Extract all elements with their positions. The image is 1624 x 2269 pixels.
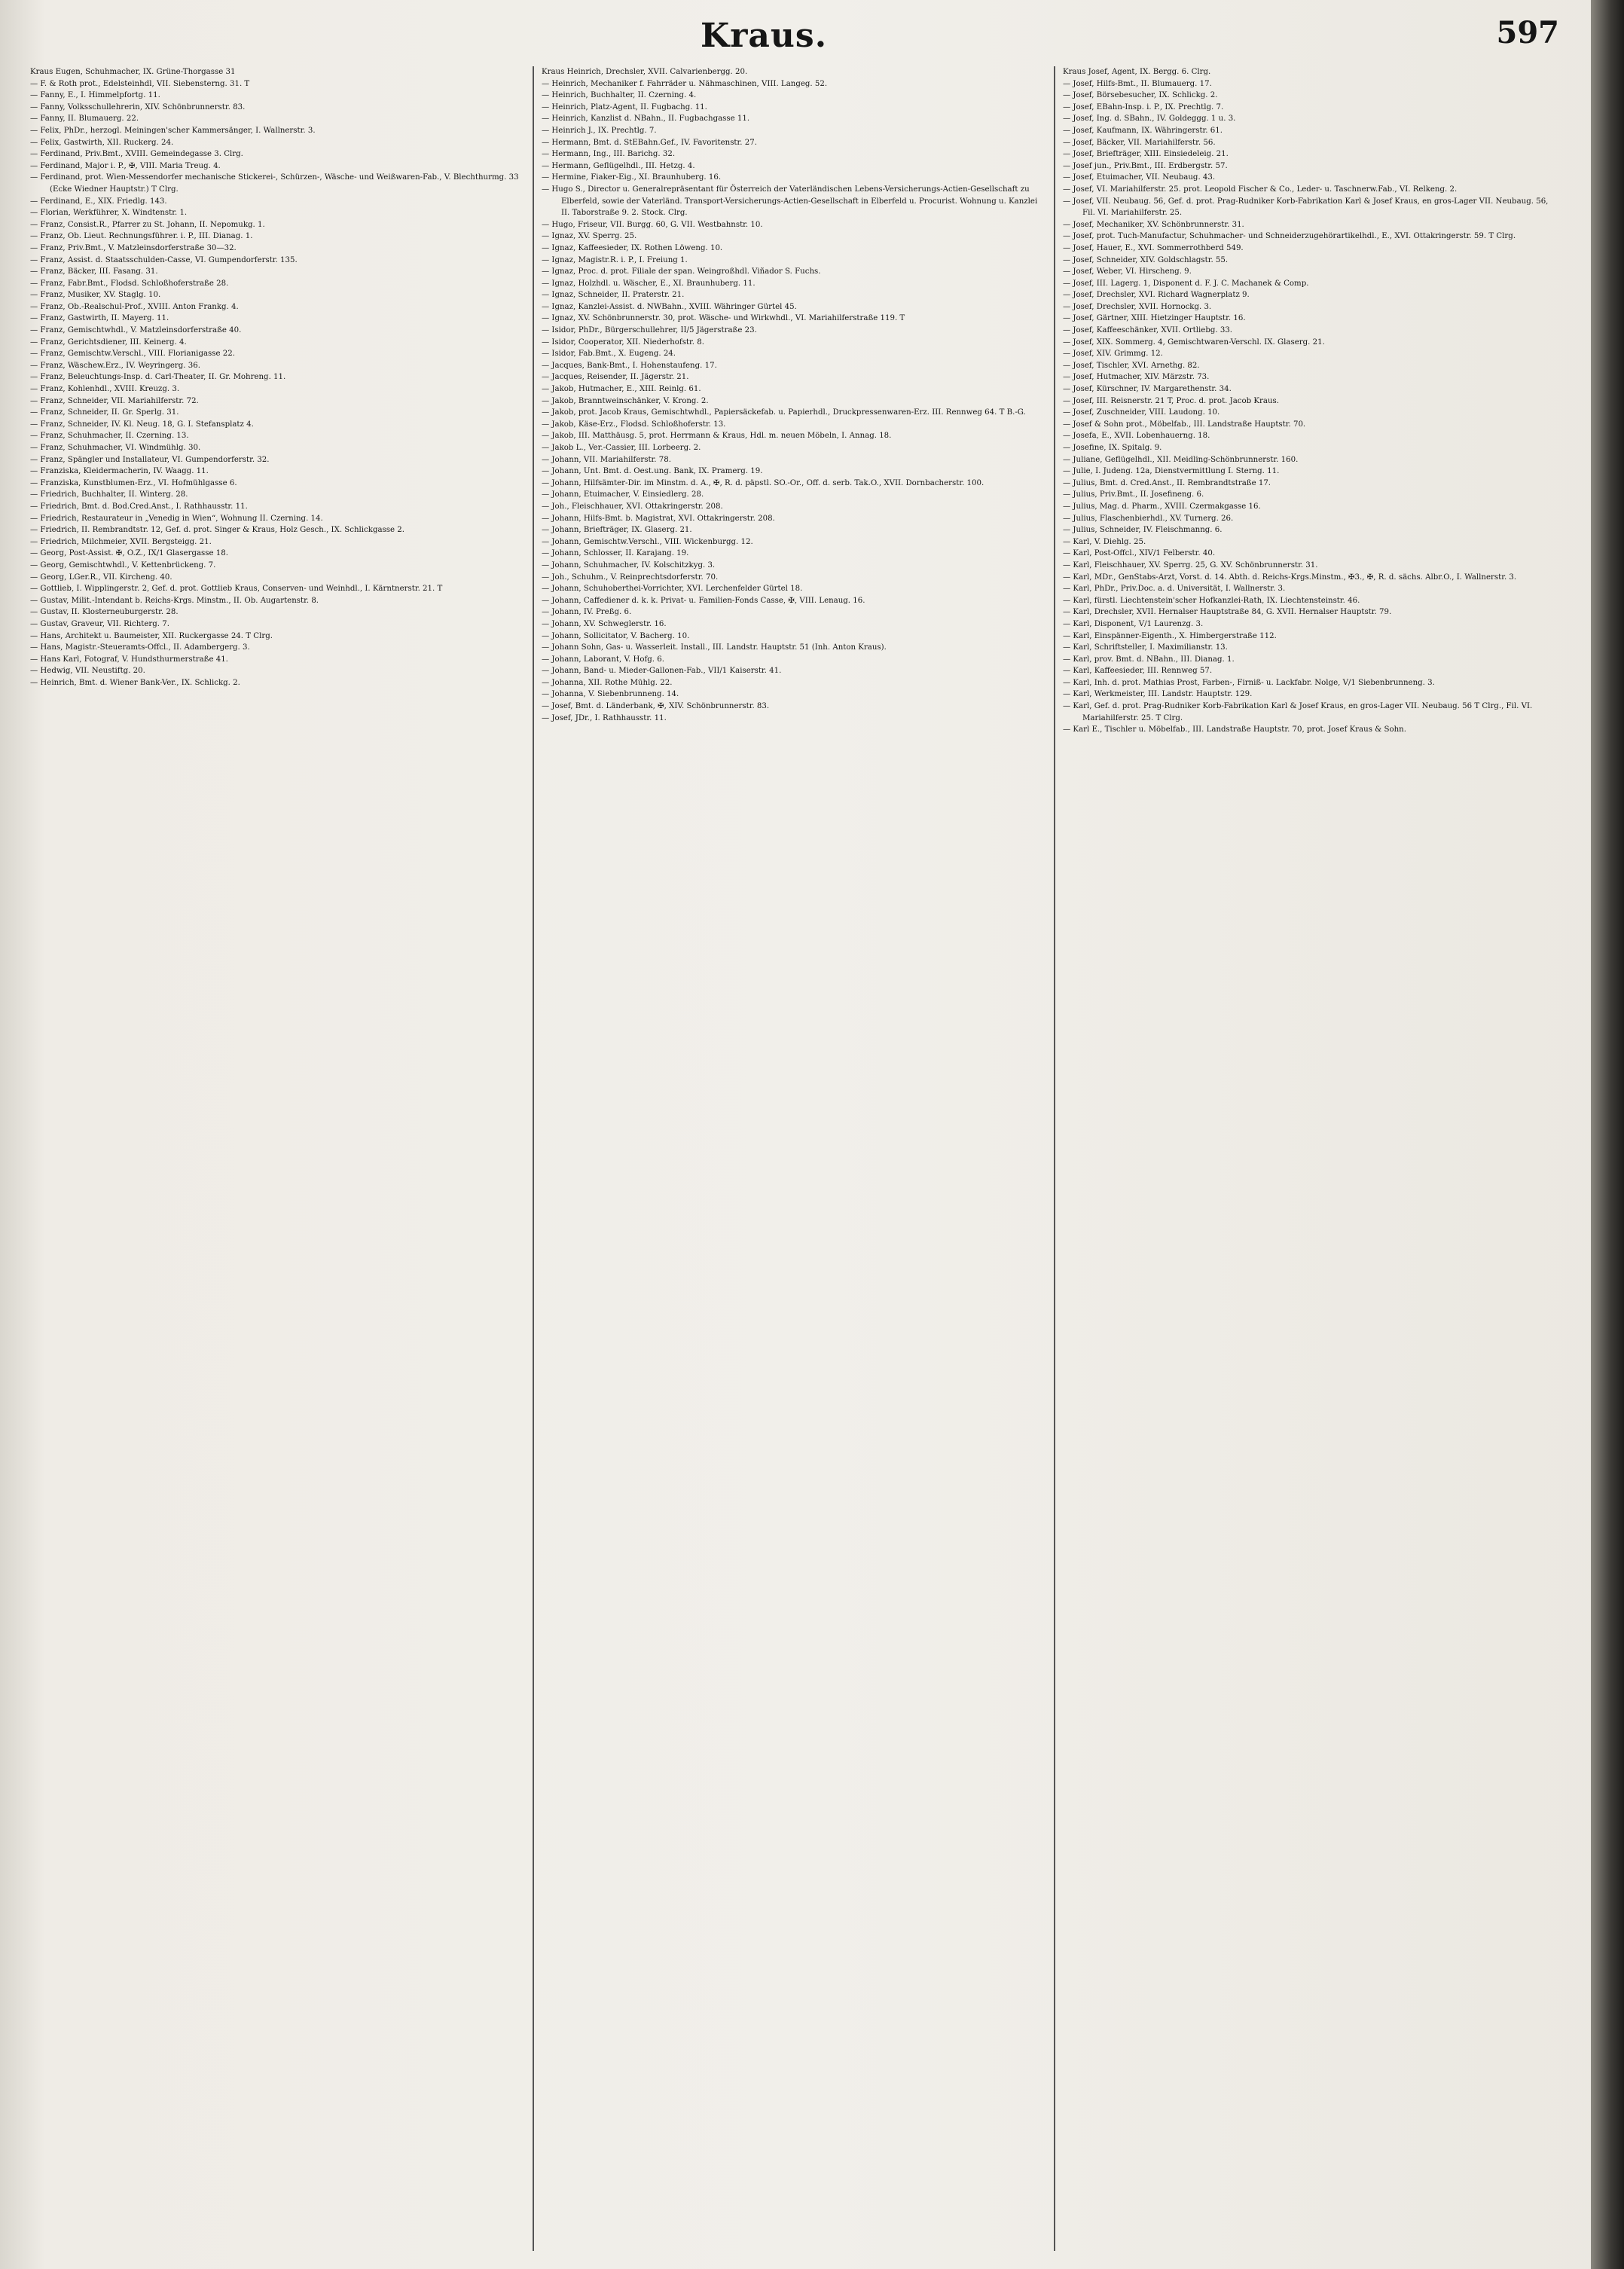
directory-entry: — Josef, Kürschner, IV. Margarethenstr. 34. bbox=[1063, 385, 1232, 394]
directory-entry: — Josef, Drechsler, XVI. Richard Wagnerplatz 9. bbox=[1063, 291, 1250, 300]
column-1 bbox=[23, 66, 533, 2251]
directory-entry: — Josef, Hauer, E., XVI. Sommerrothberd 549. bbox=[1063, 243, 1244, 252]
directory-entry: — Karl, Schriftsteller, I. Maximilianstr. 13. bbox=[1063, 643, 1228, 652]
directory-entry: — Jakob L., Ver.-Cassier, III. Lorbeerg. 2. bbox=[542, 444, 701, 452]
directory-entry: — Josef, Drechsler, XVII. Hornockg. 3. bbox=[1063, 302, 1212, 311]
directory-entry: — Georg, LGer.R., VII. Kircheng. 40. bbox=[30, 573, 172, 582]
directory-entry: — Heinrich, Bmt. d. Wiener Bank-Ver., IX. Schlickg. 2. bbox=[30, 678, 240, 687]
directory-entry: — Gottlieb, I. Wipplingerstr. 2, Gef. d. prot. Gottlieb Kraus, Conserven- und Weinhdl., I. Kärntnerstr. 21. T bbox=[30, 585, 443, 594]
directory-entry: — Johann, Hilfs-Bmt. b. Magistrat, XVI. Ottakringerstr. 208. bbox=[542, 514, 775, 523]
directory-entry: — Franz, Schuhmacher, II. Czerning. 13. bbox=[30, 432, 189, 441]
directory-entry: — Friedrich, II. Rembrandtstr. 12, Gef. d. prot. Singer & Kraus, Holz Gesch., IX. Schlickgasse 2. bbox=[30, 526, 404, 535]
directory-entry: — Jakob, Branntweinschänker, V. Krong. 2. bbox=[542, 396, 709, 405]
directory-entry: — Friedrich, Milchmeier, XVII. Bergsteigg. 21. bbox=[30, 537, 212, 546]
directory-entry: — Karl, Einspänner-Eigenth., X. Himbergerstraße 112. bbox=[1063, 631, 1277, 640]
directory-entry: — Josef, Kaffeeschänker, XVII. Ortliebg. 33. bbox=[1063, 326, 1233, 335]
directory-entry: — Franz, Gemischtw.Verschl., VIII. Florianigasse 22. bbox=[30, 350, 235, 359]
directory-entry: — Josef, Kaufmann, IX. Währingerstr. 61. bbox=[1063, 126, 1223, 135]
directory-entry: — Heinrich, Mechaniker f. Fahrräder u. Nähmaschinen, VIII. Langeg. 52. bbox=[542, 79, 828, 88]
directory-entry: — Hans, Architekt u. Baumeister, XII. Ruckergasse 24. T Clrg. bbox=[30, 631, 273, 640]
directory-entry: — Josef, Gärtner, XIII. Hietzinger Hauptstr. 16. bbox=[1063, 314, 1246, 323]
directory-entry: — Josef, III. Reisnerstr. 21 T, Proc. d. prot. Jacob Kraus. bbox=[1063, 396, 1279, 405]
directory-entry: — Josef, Etuimacher, VII. Neubaug. 43. bbox=[1063, 173, 1216, 182]
directory-entry: — Johann, Hilfsämter-Dir. im Minstm. d. A., ✠, R. d. päpstl. SO.-Or., Off. d. serb. Tak.O., XVII. Dornbacherstr. 100. bbox=[542, 478, 984, 487]
directory-entry: — Isidor, Fab.Bmt., X. Eugeng. 24. bbox=[542, 350, 676, 359]
directory-entry: — Fanny, Volksschullehrerin, XIV. Schönbrunnerstr. 83. bbox=[30, 102, 246, 111]
directory-entry: — Franz, Schneider, II. Gr. Sperlg. 31. bbox=[30, 408, 179, 417]
directory-entry: — Johann, Band- u. Mieder-Gallonen-Fab., VII/1 Kaiserstr. 41. bbox=[542, 667, 782, 676]
directory-entry: — Franz, Gerichtsdiener, III. Keinerg. 4. bbox=[30, 337, 187, 347]
directory-entry: — Johann, Caffediener d. k. k. Privat- u. Familien-Fonds Casse, ✠, VIII. Lenaug. 16. bbox=[542, 596, 865, 605]
directory-entry: — Josef, Schneider, XIV. Goldschlagstr. 55. bbox=[1063, 255, 1229, 264]
directory-entry: — Jakob, Käse-Erz., Flodsd. Schloßhoferstr. 13. bbox=[542, 420, 726, 429]
directory-entry: — Hans, Magistr.-Steueramts-Offcl., II. Adambergerg. 3. bbox=[30, 643, 250, 652]
directory-entry: — Karl, Disponent, V/1 Laurenzg. 3. bbox=[1063, 619, 1204, 628]
directory-entry: — Friedrich, Buchhalter, II. Winterg. 28. bbox=[30, 490, 188, 499]
directory-entry: — Karl, Gef. d. prot. Prag-Rudniker Korb-Fabrikation Karl & Josef Kraus, en gros-Lager VII. Neubaug. 56 T Clrg., Fil. VI. Mariahilferstr. 25. T Clrg. bbox=[1063, 702, 1533, 722]
directory-entry: — Josef, Bäcker, VII. Mariahilferstr. 56. bbox=[1063, 138, 1216, 147]
directory-entry: — Hermann, Geflügelhdl., III. Hetzg. 4. bbox=[542, 161, 695, 170]
directory-entry: — Karl, Kaffeesieder, III. Rennweg 57. bbox=[1063, 667, 1213, 676]
directory-entry: — Franziska, Kleidermacherin, IV. Waagg. 11. bbox=[30, 467, 209, 476]
directory-entry: — Josef & Sohn prot., Möbelfab., III. Landstraße Hauptstr. 70. bbox=[1063, 420, 1306, 429]
directory-entry: — F. & Roth prot., Edelsteinhdl, VII. Siebensterng. 31. T bbox=[30, 79, 250, 88]
directory-entry: — Johann, Etuimacher, V. Einsiedlerg. 28. bbox=[542, 490, 704, 499]
directory-entry: — Josef, XIX. Sommerg. 4, Gemischtwaren-Verschl. IX. Glaserg. 21. bbox=[1063, 337, 1325, 347]
directory-entry: — Franz, Ob. Lieut. Rechnungsführer. i. P., III. Dianag. 1. bbox=[30, 232, 253, 241]
directory-entry: — Jacques, Bank-Bmt., I. Hohenstaufeng. 17. bbox=[542, 361, 717, 370]
directory-entry: — Ignaz, Magistr.R. i. P., I. Freiung 1. bbox=[542, 255, 688, 264]
directory-entry: — Heinrich, Platz-Agent, II. Fugbachg. 11. bbox=[542, 102, 707, 111]
directory-entry: — Joh., Schuhm., V. Reinprechtsdorferstr. 70. bbox=[542, 573, 719, 582]
directory-entry: — Josef, VII. Neubaug. 56, Gef. d. prot. Prag-Rudniker Korb-Fabrikation Karl & Josef Kraus, en gros-Lager VII. Neubaug. 56, Fil. VI. Mariahilferstr. 25. bbox=[1063, 197, 1549, 218]
directory-entry: — Franz, Spängler und Installateur, VI. Gumpendorferstr. 32. bbox=[30, 455, 270, 464]
directory-entry: — Hermine, Fiaker-Eig., XI. Braunhuberg. 16. bbox=[542, 173, 722, 182]
directory-entry: — Josefa, E., XVII. Lobenhauerng. 18. bbox=[1063, 432, 1210, 441]
directory-entry: — Karl, PhDr., Priv.Doc. a. d. Universität, I. Wallnerstr. 3. bbox=[1063, 585, 1286, 594]
directory-entry: — Julius, Mag. d. Pharm., XVIII. Czermakgasse 16. bbox=[1063, 502, 1261, 511]
directory-entry: — Franz, Musiker, XV. Staglg. 10. bbox=[30, 291, 161, 300]
directory-entry: — Franz, Fabr.Bmt., Flodsd. Schloßhoferstraße 28. bbox=[30, 279, 229, 288]
directory-entry: — Hugo S., Director u. Generalrepräsentant für Österreich der Vaterländischen Lebens-Versicherungs-Actien-Gesellschaft zu Elberfeld, sowie der Vaterländ. Transport-Versicherungs-Actien-Gesellschaft in Elberfeld u. Procurist. Wohnung u. Kanzlei II. Taborstraße 9. 2. Stock. Clrg. bbox=[542, 185, 1038, 218]
directory-entry: — Isidor, Cooperator, XII. Niederhofstr. 8. bbox=[542, 337, 704, 347]
directory-entry: — Johann, XV. Schweglerstr. 16. bbox=[542, 619, 667, 628]
directory-entry: — Ferdinand, Major i. P., ✠, VIII. Maria Treug. 4. bbox=[30, 161, 221, 170]
directory-entry: — Ignaz, Holzhdl. u. Wäscher, E., XI. Braunhuberg. 11. bbox=[542, 279, 756, 288]
directory-entry: — Josef, Mechaniker, XV. Schönbrunnerstr. 31. bbox=[1063, 220, 1244, 229]
directory-entry: — Joh., Fleischhauer, XVI. Ottakringerstr. 208. bbox=[542, 502, 723, 511]
directory-entry: — Julius, Flaschenbierhdl., XV. Turnerg. 26. bbox=[1063, 514, 1234, 523]
directory-entry: — Gustav, Graveur, VII. Richterg. 7. bbox=[30, 619, 169, 628]
directory-entry: — Josef, XIV. Grimmg. 12. bbox=[1063, 350, 1163, 359]
directory-entry: — Florian, Werkführer, X. Windtenstr. 1. bbox=[30, 209, 188, 218]
directory-entry: — Karl, MDr., GenStabs-Arzt, Vorst. d. 14. Abth. d. Reichs-Krgs.Minstm., ✠3., ✠, R. d. sächs. Albr.O., I. Wallnerstr. 3. bbox=[1063, 573, 1517, 582]
directory-entry: — Johanna, V. Siebenbrunneng. 14. bbox=[542, 690, 679, 699]
directory-entry: — Franz, Kohlenhdl., XVIII. Kreuzg. 3. bbox=[30, 385, 180, 394]
directory-entry: — Hans Karl, Fotograf, V. Hundsthurmerstraße 41. bbox=[30, 655, 228, 664]
directory-entry: — Josef, Hutmacher, XIV. Märzstr. 73. bbox=[1063, 373, 1210, 382]
directory-entry: — Johann, VII. Mariahilferstr. 78. bbox=[542, 455, 671, 464]
directory-entry: — Hugo, Friseur, VII. Burgg. 60, G. VII. Westbahnstr. 10. bbox=[542, 220, 763, 229]
directory-entry: — Josef, Briefträger, XIII. Einsiedeleig. 21. bbox=[1063, 150, 1229, 159]
directory-entry: — Karl, Inh. d. prot. Mathias Prost, Farben-, Firniß- u. Lackfabr. Nolge, V/1 Siebenbrunneng. 3. bbox=[1063, 678, 1435, 687]
directory-entry: — Ferdinand, prot. Wien-Messendorfer mechanische Stickerei-, Schürzen-, Wäsche- und Weißwaren-Fab., V. Blechthurmg. 33 (Ecke Wiedner Hauptstr.) T Clrg. bbox=[30, 173, 519, 194]
directory-entry: — Karl, Post-Offcl., XIV/1 Felberstr. 40. bbox=[1063, 549, 1216, 558]
directory-entry: — Heinrich, Buchhalter, II. Czerning. 4. bbox=[542, 91, 697, 100]
directory-entry: — Julius, Schneider, IV. Fleischmanng. 6. bbox=[1063, 526, 1223, 535]
directory-entry: — Josef, JDr., I. Rathhausstr. 11. bbox=[542, 713, 667, 722]
directory-entry: Kraus Josef, Agent, IX. Bergg. 6. Clrg. bbox=[1063, 68, 1211, 76]
directory-entry: — Ignaz, Kanzlei-Assist. d. NWBahn., XVIII. Währinger Gürtel 45. bbox=[542, 302, 797, 311]
directory-entry: — Felix, Gastwirth, XII. Ruckerg. 24. bbox=[30, 138, 174, 147]
directory-entry: — Johann, Schuhmacher, IV. Kolschitzkyg. 3. bbox=[542, 560, 716, 570]
directory-entry: — Karl, V. Diehlg. 25. bbox=[1063, 537, 1146, 546]
directory-entry: — Felix, PhDr., herzogl. Meiningen'scher Kammersänger, I. Wallnerstr. 3. bbox=[30, 126, 316, 135]
directory-entry: — Julie, I. Judeng. 12a, Dienstvermittlung I. Sterng. 11. bbox=[1063, 467, 1280, 476]
page-number: 597 bbox=[1496, 15, 1559, 50]
directory-entry: — Johann, IV. Preßg. 6. bbox=[542, 608, 632, 617]
directory-entry: — Julius, Bmt. d. Cred.Anst., II. Rembrandtstraße 17. bbox=[1063, 478, 1271, 487]
directory-entry: — Johann, Schuhoberthei-Vorrichter, XVI. Lerchenfelder Gürtel 18. bbox=[542, 585, 803, 594]
directory-entry: — Josef, Weber, VI. Hirscheng. 9. bbox=[1063, 267, 1192, 276]
directory-entry: — Josef, Zuschneider, VIII. Laudong. 10. bbox=[1063, 408, 1220, 417]
directory-entry: — Jakob, Hutmacher, E., XIII. Reinlg. 61. bbox=[542, 385, 701, 394]
directory-entry: — Karl, prov. Bmt. d. NBahn., III. Dianag. 1. bbox=[1063, 655, 1235, 664]
directory-entry: — Julius, Priv.Bmt., II. Josefineng. 6. bbox=[1063, 490, 1204, 499]
directory-entry: — Isidor, PhDr., Bürgerschullehrer, II/5 Jägerstraße 23. bbox=[542, 326, 757, 335]
running-head-title: Kraus. bbox=[701, 17, 828, 55]
directory-entry: — Josef, III. Lagerg. 1, Disponent d. F. J. C. Machanek & Comp. bbox=[1063, 279, 1309, 288]
directory-entry: — Josef jun., Priv.Bmt., III. Erdbergstr. 57. bbox=[1063, 161, 1228, 170]
directory-entry: — Johanna, XII. Rothe Mühlg. 22. bbox=[542, 678, 673, 687]
directory-entry: — Franz, Gemischtwhdl., V. Matzleinsdorferstraße 40. bbox=[30, 326, 242, 335]
directory-entry: — Josef, EBahn-Insp. i. P., IX. Prechtlg. 7. bbox=[1063, 102, 1224, 111]
directory-entry: — Franz, Ob.-Realschul-Prof., XVIII. Anton Frankg. 4. bbox=[30, 302, 239, 311]
directory-entry: — Fanny, II. Blumauerg. 22. bbox=[30, 115, 139, 124]
directory-entry: — Fanny, E., I. Himmelpfortg. 11. bbox=[30, 91, 160, 100]
directory-entry: — Franz, Schneider, IV. Kl. Neug. 18, G. I. Stefansplatz 4. bbox=[30, 420, 254, 429]
directory-entry: — Gustav, Milit.-Intendant b. Reichs-Krgs. Minstm., II. Ob. Augartenstr. 8. bbox=[30, 596, 319, 605]
directory-entry: — Jakob, III. Matthäusg. 5, prot. Herrmann & Kraus, Hdl. m. neuen Möbeln, I. Annag. 18. bbox=[542, 432, 892, 441]
directory-entry: — Georg, Gemischtwhdl., V. Kettenbrückeng. 7. bbox=[30, 560, 216, 570]
column-3 bbox=[1054, 66, 1571, 2251]
directory-entry: — Hedwig, VII. Neustiftg. 20. bbox=[30, 667, 145, 676]
directory-entry: — Juliane, Geflügelhdl., XII. Meidling-Schönbrunnerstr. 160. bbox=[1063, 455, 1299, 464]
directory-entry: — Ignaz, XV. Sperrg. 25. bbox=[542, 232, 637, 241]
book-spine-shadow bbox=[1591, 0, 1624, 2269]
directory-entry: — Franz, Priv.Bmt., V. Matzleinsdorferstraße 30—32. bbox=[30, 243, 237, 252]
directory-entry: — Franz, Assist. d. Staatsschulden-Casse, VI. Gumpendorferstr. 135. bbox=[30, 255, 298, 264]
directory-entry: — Gustav, II. Klosterneuburgerstr. 28. bbox=[30, 608, 179, 617]
directory-entry: — Johann, Sollicitator, V. Bacherg. 10. bbox=[542, 631, 690, 640]
directory-entry: — Johann, Briefträger, IX. Glaserg. 21. bbox=[542, 526, 692, 535]
directory-entry: — Josefine, IX. Spitalg. 9. bbox=[1063, 444, 1162, 452]
directory-entry: — Franz, Bäcker, III. Fasang. 31. bbox=[30, 267, 158, 276]
directory-entry: — Ferdinand, Priv.Bmt., XVIII. Gemeindegasse 3. Clrg. bbox=[30, 150, 243, 159]
directory-entry: — Karl, fürstl. Liechtenstein'scher Hofkanzlei-Rath, IX. Liechtensteinstr. 46. bbox=[1063, 596, 1360, 605]
directory-entry: — Franz, Consist.R., Pfarrer zu St. Johann, II. Nepomukg. 1. bbox=[30, 220, 265, 229]
directory-entry: — Jakob, prot. Jacob Kraus, Gemischtwhdl., Papiersäckefab. u. Papierhdl., Druckpressenwaren-Erz. III. Rennweg 64. T B.-G. bbox=[542, 408, 1026, 417]
directory-entry: — Ferdinand, E., XIX. Friedlg. 143. bbox=[30, 197, 167, 206]
directory-entry: — Karl E., Tischler u. Möbelfab., III. Landstraße Hauptstr. 70, prot. Josef Kraus & Sohn. bbox=[1063, 725, 1406, 734]
directory-entry: — Karl, Werkmeister, III. Landstr. Hauptstr. 129. bbox=[1063, 690, 1253, 699]
directory-entry: — Josef, prot. Tuch-Manufactur, Schuhmacher- und Schneiderzugehörartikelhdl., E., XVI. Ottakringerstr. 59. T Clrg. bbox=[1063, 232, 1516, 241]
directory-entry: — Johann Sohn, Gas- u. Wasserleit. Install., III. Landstr. Hauptstr. 51 (Inh. Anton Kraus). bbox=[542, 643, 887, 652]
directory-entry: — Hermann, Ing., III. Barichg. 32. bbox=[542, 150, 676, 159]
directory-entry: — Karl, Drechsler, XVII. Hernalser Hauptstraße 84, G. XVII. Hernalser Hauptstr. 79. bbox=[1063, 608, 1392, 617]
directory-entry: — Johann, Schlosser, II. Karajang. 19. bbox=[542, 549, 689, 558]
directory-entry: — Josef, Börsebesucher, IX. Schlickg. 2. bbox=[1063, 91, 1218, 100]
directory-entry: — Heinrich, Kanzlist d. NBahn., II. Fugbachgasse 11. bbox=[542, 115, 750, 124]
directory-entry: — Friedrich, Restaurateur in „Venedig in Wien“, Wohnung II. Czerning. 14. bbox=[30, 514, 323, 523]
directory-entry: — Ignaz, Kaffeesieder, IX. Rothen Löweng. 10. bbox=[542, 243, 723, 252]
directory-entry: — Franz, Schneider, VII. Mariahilferstr. 72. bbox=[30, 396, 199, 405]
directory-entry: — Josef, VI. Mariahilferstr. 25. prot. Leopold Fischer & Co., Leder- u. Taschnerw.Fab., VI. Relkeng. 2. bbox=[1063, 185, 1458, 194]
directory-entry: Kraus Eugen, Schuhmacher, IX. Grüne-Thorgasse 31 bbox=[30, 68, 236, 76]
directory-entry: — Ignaz, XV. Schönbrunnerstr. 30, prot. Wäsche- und Wirkwhdl., VI. Mariahilferstraße 119. T bbox=[542, 314, 905, 323]
directory-entry: — Johann, Unt. Bmt. d. Oest.ung. Bank, IX. Pramerg. 19. bbox=[542, 467, 763, 476]
directory-entry: Kraus Heinrich, Drechsler, XVII. Calvarienbergg. 20. bbox=[542, 68, 748, 76]
directory-entry: — Ignaz, Schneider, II. Praterstr. 21. bbox=[542, 291, 685, 300]
directory-entry: — Josef, Hilfs-Bmt., II. Blumauerg. 17. bbox=[1063, 79, 1212, 88]
directory-columns bbox=[23, 66, 1571, 2251]
directory-entry: — Franz, Gastwirth, II. Mayerg. 11. bbox=[30, 314, 169, 323]
column-2 bbox=[533, 66, 1054, 2251]
directory-entry: — Georg, Post-Assist. ✠, O.Z., IX/1 Glasergasse 18. bbox=[30, 549, 228, 558]
directory-entry: — Jacques, Reisender, II. Jägerstr. 21. bbox=[542, 373, 689, 382]
directory-entry: — Karl, Fleischhauer, XV. Sperrg. 25, G. XV. Schönbrunnerstr. 31. bbox=[1063, 560, 1318, 570]
directory-entry: — Friedrich, Bmt. d. Bod.Cred.Anst., I. Rathhausstr. 11. bbox=[30, 502, 248, 511]
directory-entry: — Franz, Beleuchtungs-Insp. d. Carl-Theater, II. Gr. Mohreng. 11. bbox=[30, 373, 286, 382]
directory-entry: — Johann, Gemischtw.Verschl., VIII. Wickenburgg. 12. bbox=[542, 537, 753, 546]
directory-entry: — Heinrich J., IX. Prechtlg. 7. bbox=[542, 126, 657, 135]
directory-entry: — Franz, Wäschew.Erz., IV. Weyringerg. 36. bbox=[30, 361, 200, 370]
directory-entry: — Franz, Schuhmacher, VI. Windmühlg. 30. bbox=[30, 444, 201, 452]
directory-entry: — Josef, Tischler, XVI. Arnethg. 82. bbox=[1063, 361, 1200, 370]
directory-entry: — Josef, Ing. d. SBahn., IV. Goldeggg. 1 u. 3. bbox=[1063, 115, 1236, 124]
page-header bbox=[0, 14, 1574, 59]
directory-entry: — Ignaz, Proc. d. prot. Filiale der span. Weingroßhdl. Viñador S. Fuchs. bbox=[542, 267, 821, 276]
directory-entry: — Hermann, Bmt. d. StEBahn.Gef., IV. Favoritenstr. 27. bbox=[542, 138, 757, 147]
directory-entry: — Josef, Bmt. d. Länderbank, ✠, XIV. Schönbrunnerstr. 83. bbox=[542, 702, 770, 711]
directory-entry: — Franziska, Kunstblumen-Erz., VI. Hofmühlgasse 6. bbox=[30, 478, 237, 487]
directory-entry: — Johann, Laborant, V. Hofg. 6. bbox=[542, 655, 665, 664]
